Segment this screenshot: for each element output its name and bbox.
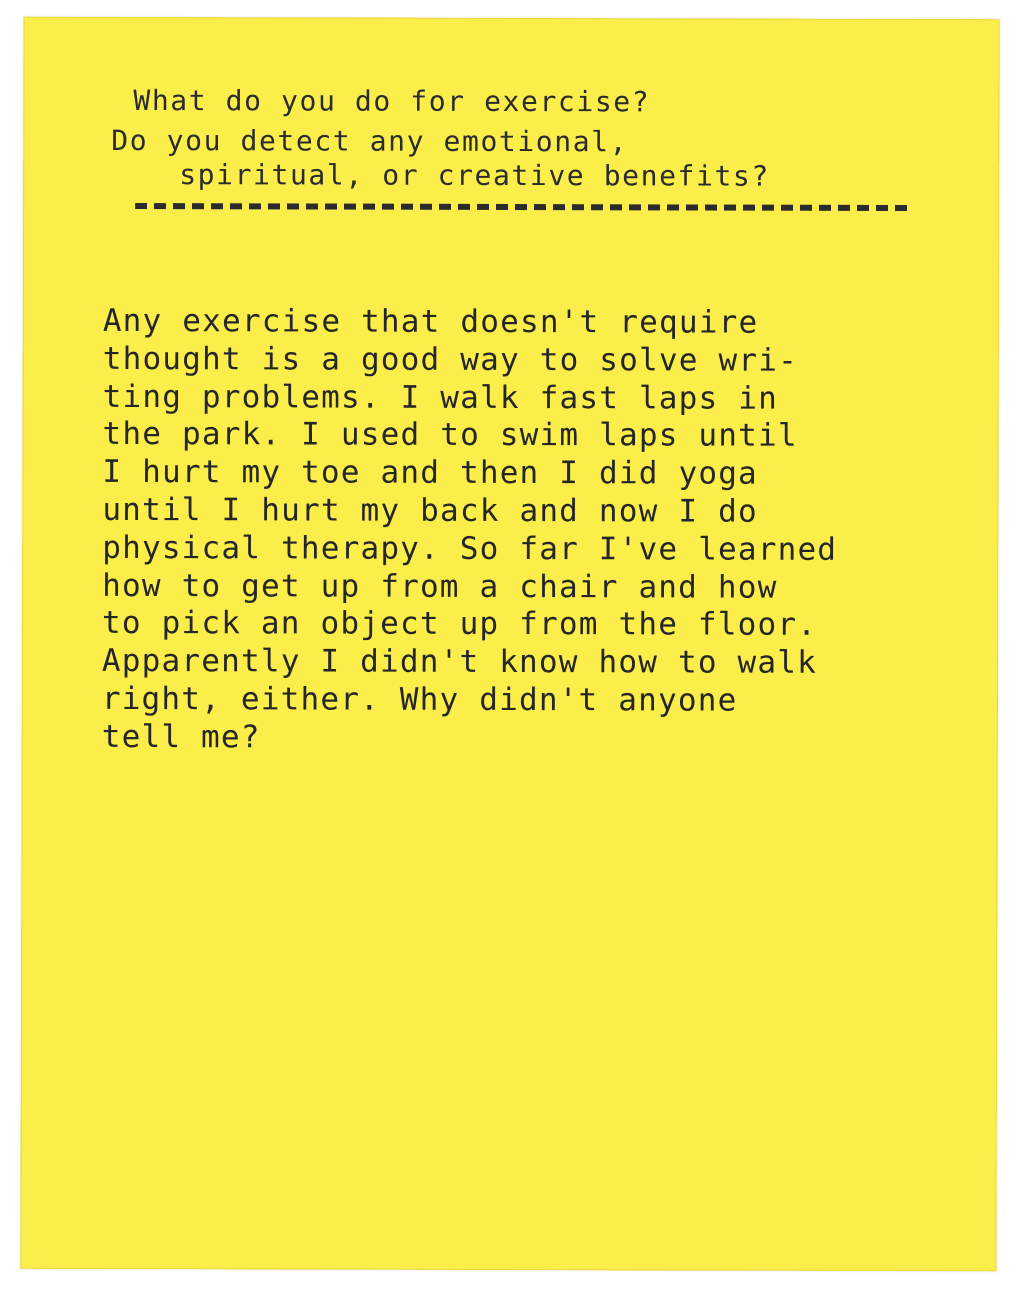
dashed-divider — [135, 203, 911, 211]
yellow-index-card — [20, 17, 999, 1272]
answer-line: right, either. Why didn't anyone — [101, 680, 738, 719]
answer-line: until I hurt my back and now I do — [102, 491, 758, 530]
answer-line: ting problems. I walk fast laps in — [102, 378, 779, 417]
question-line-1: What do you do for exercise? — [133, 84, 651, 119]
answer-line: to pick an object up from the floor. — [102, 605, 818, 644]
question-line-3: spiritual, or creative benefits? — [179, 158, 770, 193]
answer-line: how to get up from a chair and how — [102, 567, 778, 606]
answer-line: Any exercise that doesn't require — [102, 302, 759, 341]
answer-line: I hurt my toe and then I did yoga — [102, 454, 758, 492]
answer-line: Apparently I didn't know how to walk — [101, 643, 818, 681]
question-line-2: Do you detect any emotional, — [111, 123, 629, 159]
answer-text — [102, 303, 838, 758]
answer-line: physical therapy. So far I've learned — [102, 529, 838, 568]
answer-line: thought is a good way to solve wri- — [102, 340, 799, 379]
answer-line: tell me? — [101, 718, 261, 756]
answer-line: the park. I used to swim laps until — [102, 416, 798, 455]
